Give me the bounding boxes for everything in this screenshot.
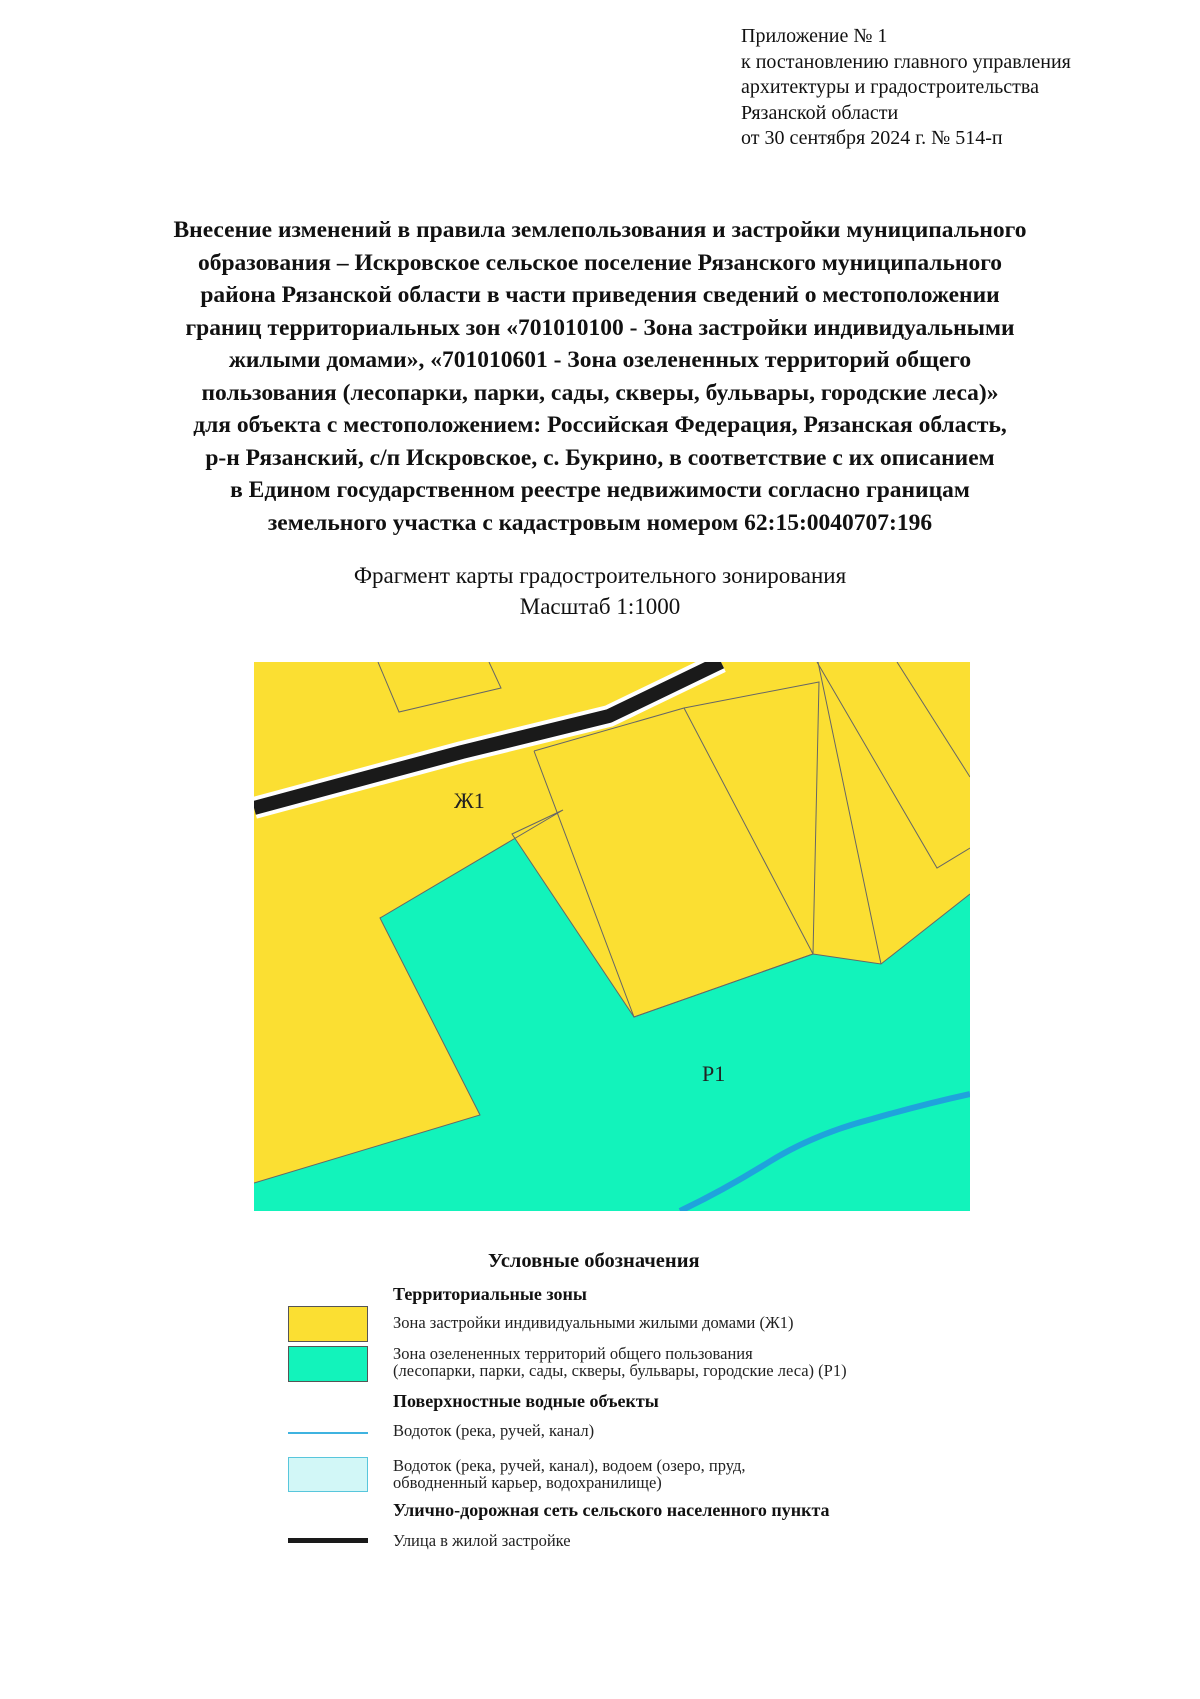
title-line: жилыми домами», «701010601 - Зона озелененных территорий общего [228, 347, 972, 373]
appendix-line: Приложение № 1 [741, 25, 888, 47]
appendix-line: архитектуры и градостроительства [741, 76, 1039, 98]
legend-item-residential: Зона застройки индивидуальными жилыми домами (Ж1) [393, 1313, 794, 1332]
legend-item-waterbody-2: обводненный карьер, водохранилище) [393, 1473, 662, 1492]
legend-title: Условные обозначения [488, 1250, 700, 1272]
title-line: для объекта с местоположением: Российская Федерация, Рязанская область, [193, 412, 1007, 438]
legend-item-waterbody-1: Водоток (река, ручей, канал), водоем (озеро, пруд, [393, 1456, 746, 1475]
title-line: границ территориальных зон «701010100 - Зона застройки индивидуальными [185, 314, 1015, 341]
legend-heading-zones: Территориальные зоны [393, 1284, 587, 1304]
zoning-map-svg [254, 662, 970, 1211]
legend-swatch-watercourse [288, 1432, 368, 1434]
title-line: земельного участка с кадастровым номером 62:15:0040707:196 [267, 509, 933, 536]
title-line: Внесение изменений в правила землепользования и застройки муниципального [173, 217, 1027, 243]
zone-label-residential: Ж1 [454, 788, 485, 813]
legend-item-watercourse: Водоток (река, ручей, канал) [393, 1421, 595, 1440]
appendix-line: от 30 сентября 2024 г. № 514-п [741, 127, 1003, 149]
appendix-line: к постановлению главного управления [741, 50, 1071, 73]
legend-heading-roads: Улично-дорожная сеть сельского населенного пункта [393, 1500, 830, 1520]
legend-swatch-street [288, 1538, 368, 1543]
legend-item-green-1: Зона озелененных территорий общего пользования [393, 1344, 753, 1363]
appendix-line: Рязанской области [741, 101, 899, 124]
title-line: образования – Искровское сельское поселение Рязанского муниципального [197, 249, 1003, 276]
legend-item-street: Улица в жилой застройке [393, 1531, 571, 1550]
zone-label-green: Р1 [702, 1061, 726, 1086]
map-scale: Масштаб 1:1000 [519, 594, 681, 619]
legend-heading-water: Поверхностные водные объекты [393, 1391, 659, 1411]
legend-swatch-waterbody [288, 1457, 368, 1492]
legend-swatch-residential [288, 1306, 368, 1342]
appendix-header [741, 24, 1181, 152]
zoning-map [254, 662, 970, 1211]
legend-item-green-2: (лесопарки, парки, сады, скверы, бульвары, городские леса) (Р1) [393, 1361, 847, 1380]
legend-swatch-green [288, 1346, 368, 1382]
document-title [40, 214, 1160, 539]
map-caption-title: Фрагмент карты градостроительного зонирования [353, 563, 847, 588]
title-line: в Едином государственном реестре недвижимости согласно границам [230, 477, 970, 503]
title-line: пользования (лесопарки, парки, сады, скверы, бульвары, городские леса)» [201, 379, 999, 406]
title-line: р-н Рязанский, с/п Искровское, с. Букрино, в соответствие с их описанием [205, 444, 995, 471]
title-line: района Рязанской области в части приведения сведений о местоположении [200, 282, 1000, 308]
map-caption [0, 560, 1200, 622]
